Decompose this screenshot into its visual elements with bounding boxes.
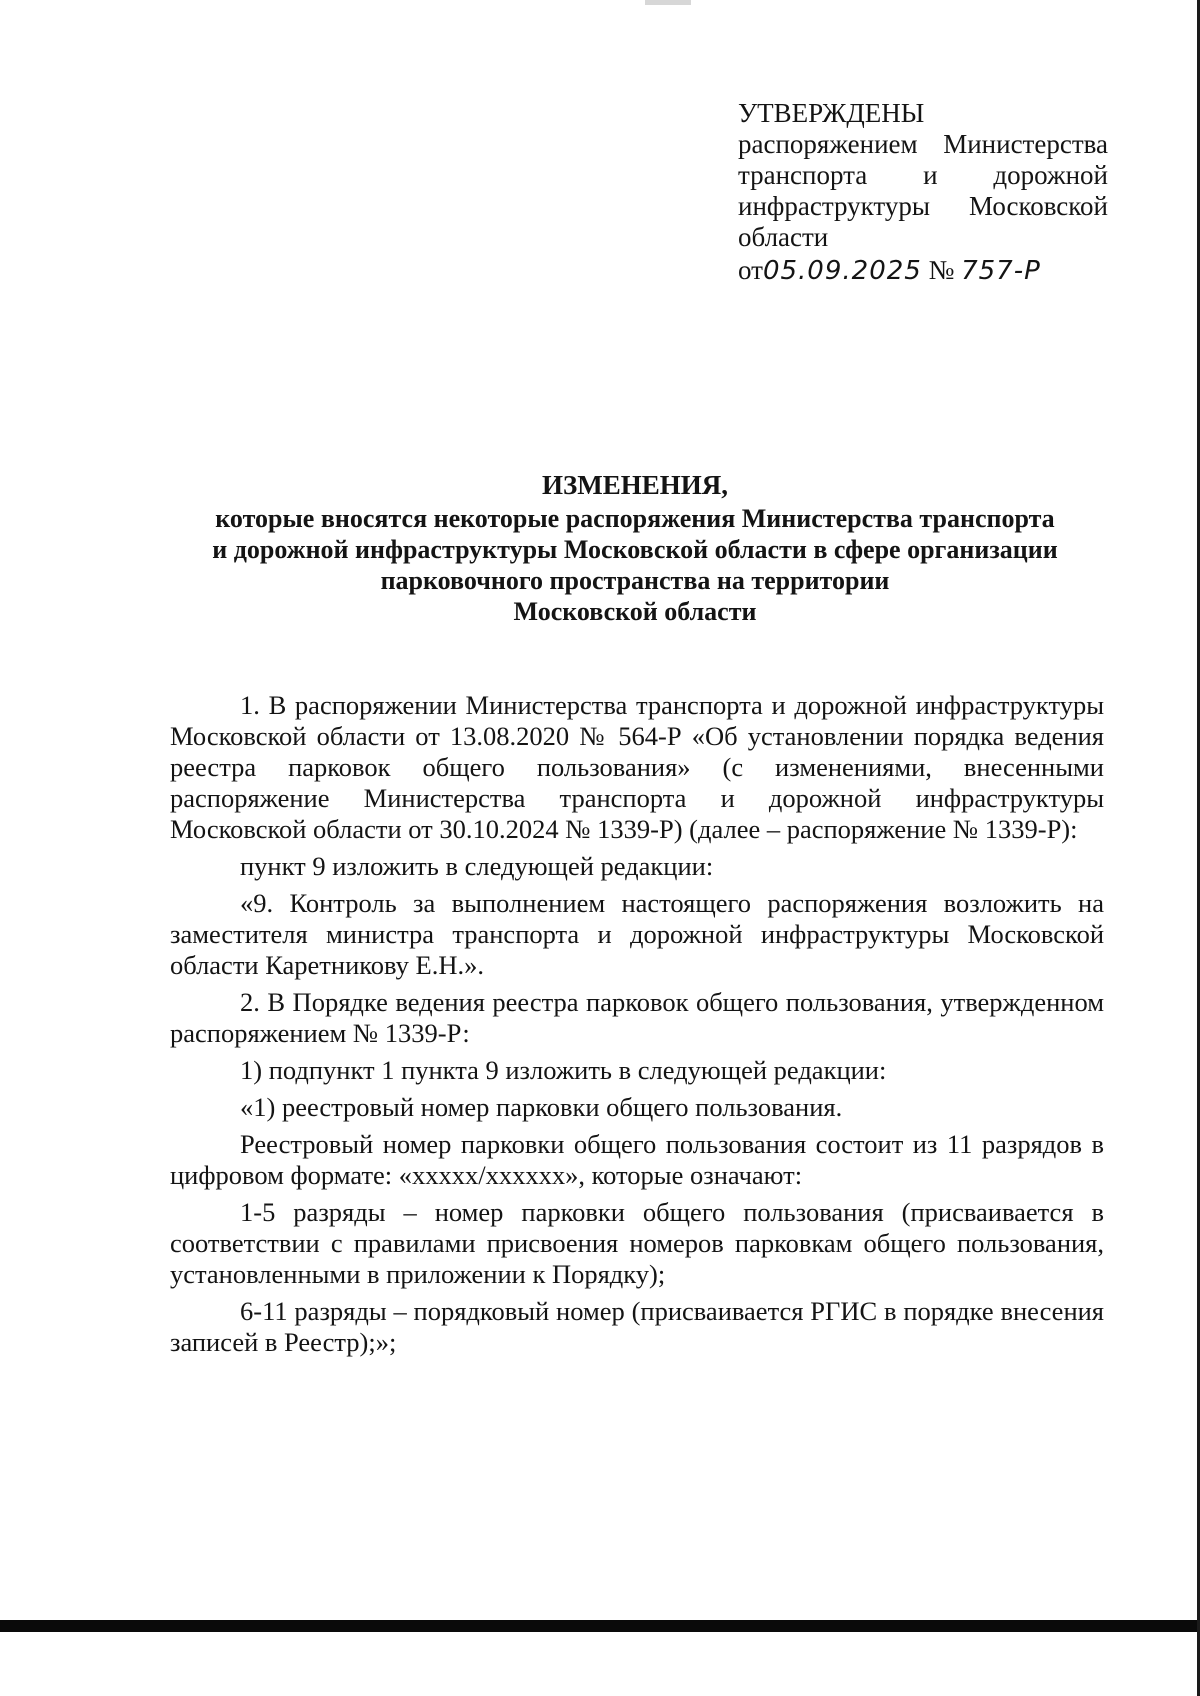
approval-stamp-block [738, 98, 1108, 287]
paragraph: 1) подпункт 1 пункта 9 изложить в следующей редакции: [240, 1055, 887, 1085]
scan-artifact [645, 0, 691, 5]
approval-heading: УТВЕРЖДЕНЫ [738, 98, 925, 128]
paragraph-quote: «1) реестровый номер парковки общего пользования. [240, 1092, 843, 1122]
paragraph: пункт 9 изложить в следующей редакции: [240, 851, 714, 881]
paragraph: Реестровый номер парковки общего пользования состоит из 11 разрядов в цифровом формате: «ххххх/хххххх», которые означают: [170, 1129, 1104, 1190]
paragraph-quote: «9. Контроль за выполнением настоящего распоряжения возложить на заместителя министра транспорта и дорожной инфраструктуры Московской области Каретникову Е.Н.». [170, 888, 1104, 980]
date-prefix: от [738, 255, 763, 285]
title-line: и дорожной инфраструктуры Московской области в сфере организации [212, 535, 1058, 564]
title-line: Московской области [513, 597, 757, 626]
document-title [160, 470, 1110, 627]
handwritten-number: 757-Р [961, 256, 1041, 286]
approval-body: распоряжением Министерства транспорта и дорожной инфраструктуры Московской области [738, 129, 1108, 252]
scan-bottom-border [0, 1620, 1200, 1632]
paragraph-item-1: 1. В распоряжении Министерства транспорта и дорожной инфраструктуры Московской области от 13.08.2020 № 564-Р «Об установлении порядка ведения реестра парковок общего пользования» (с изменениями, внесенными распоряжение Министерства транспорта и дорожной инфраструктуры Московской области от 30.10.2024 № 1339-Р) (далее – распоряжение № 1339-Р): [170, 690, 1104, 844]
title-line: которые вносятся некоторые распоряжения Министерства транспорта [215, 504, 1055, 533]
paragraph-item-2: 2. В Порядке ведения реестра парковок общего пользования, утвержденном распоряжением № 1339-Р: [170, 987, 1104, 1048]
approval-date-line [738, 255, 1108, 287]
paragraph: 1-5 разряды – номер парковки общего пользования (присваивается в соответствии с правилами присвоения номеров парковкам общего пользования, установленными в приложении к Порядку); [170, 1197, 1104, 1289]
document-body [170, 690, 1104, 1364]
number-prefix: № [928, 255, 955, 285]
title-main: ИЗМЕНЕНИЯ, [541, 470, 728, 500]
handwritten-date: 05.09.2025 [762, 256, 922, 286]
paragraph: 6-11 разряды – порядковый номер (присваивается РГИС в порядке внесения записей в Реестр);»; [170, 1296, 1104, 1357]
title-line: парковочного пространства на территории [380, 566, 890, 595]
